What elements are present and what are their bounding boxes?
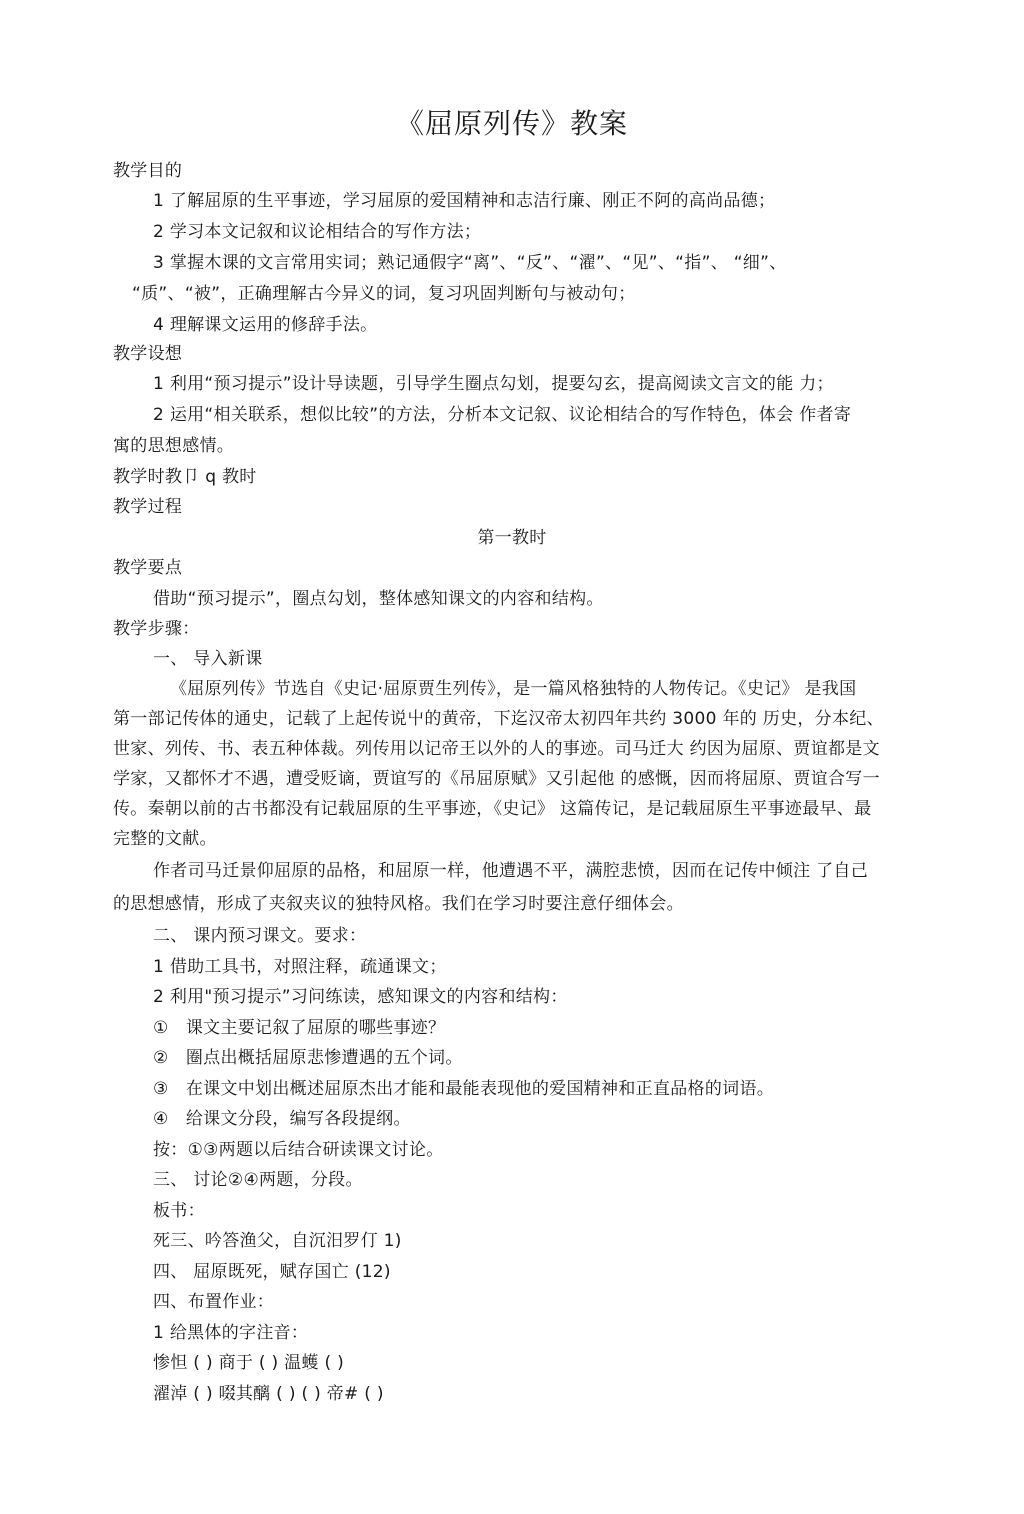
question-item: ① 课文主要记叙了屈原的哪些事迹？ [153, 1018, 446, 1038]
requirement-line: 1 借助工具书，对照注释，疏通课文； [153, 957, 447, 977]
board-line: 死三、吟答渔父，自沉汨罗仃 1) [153, 1231, 402, 1251]
goal-line: 1 了解屈原的生平事迹，学习屈原的爱国精神和志洁行廉、刚正不阿的高尚品德； [153, 191, 776, 211]
step-heading: 三、 讨论②④两题，分段。 [153, 1170, 363, 1190]
step-heading: 二、 课内预习课文。要求： [153, 926, 367, 946]
paragraph-line: 《屈原列传》节选自《史记·屈原贾生列传》，是一篇风格独特的人物传记。《史记》 是我国 [170, 679, 857, 699]
heading-teaching-steps: 教学步骤： [113, 619, 200, 639]
key-point-line: 借助“预习提示”，圈点勾划，整体感知课文的内容和结构。 [153, 589, 604, 609]
goal-line: 2 学习本文记叙和议论相结合的写作方法； [153, 222, 482, 242]
paragraph-line: 第一部记传体的通史，记载了上起传说屮的黄帝，下迄汉帝太初四年共约 3000 年的 历史，分本纪、 [113, 709, 884, 729]
heading-key-points: 教学要点 [113, 558, 183, 578]
step-heading: 四、布置作业： [153, 1292, 275, 1312]
heading-teaching-process: 教学过程 [113, 497, 183, 517]
goal-line: 3 掌握木课的文言常用实词；熟记通假字“离”、“反”、“濯”、“见”、“指”、 “细”、 [153, 253, 787, 273]
homework-line: 1 给黑体的字注音： [153, 1323, 309, 1343]
homework-line: 濯淖 ( ) 啜其醨 ( ) ( ) 帝# ( ) [153, 1384, 384, 1404]
goal-line: “质”、“被”，正确理解古今异义的词，复习巩固判断句与被动句； [132, 284, 636, 304]
question-item: ② 圈点出概括屈原悲惨遭遇的五个词。 [153, 1048, 463, 1068]
board-heading: 板书： [153, 1201, 205, 1221]
heading-teaching-goals: 教学目的 [113, 161, 183, 181]
question-item: ④ 给课文分段，编写各段提纲。 [153, 1109, 411, 1129]
heading-teaching-ideas: 教学设想 [113, 344, 183, 364]
board-line: 四、 屈原既死，赋存国亡 (12) [153, 1262, 391, 1282]
idea-line: 寓的思想感情。 [113, 436, 235, 456]
heading-teaching-hours: 教学时教卩 q 教时 [113, 467, 257, 487]
paragraph-line: 传。秦朝以前的古书都没有记载屈原的生平事迹，《史记》 这篇传记，是记载屈原生平事迹最早、最 [113, 799, 872, 819]
goal-line: 4 理解课文运用的修辞手法。 [153, 315, 378, 335]
paragraph-line: 完整的文献。 [113, 829, 217, 849]
note-line: 按：①③两题以后结合研读课文讨论。 [153, 1140, 444, 1160]
paragraph-line: 作者司马迁景仰屈原的品格，和屈原一样，他遭遇不平，满腔悲愤，因而在记传中倾注 了自己 [153, 861, 869, 881]
idea-line: 1 利用“预习提示”设计导读题，引导学生圈点勾划，提要勾玄，提高阅读文言文的能 力； [153, 374, 834, 394]
homework-line: 惨怛 ( ) 商于 ( ) 温蠖 ( ) [153, 1353, 345, 1373]
paragraph-line: 世家、列传、书、表五种体裁。列传用以记帝王以外的人的事迹。司马迁大 约因为屈原、贾谊都是文 [113, 739, 880, 759]
question-item: ③ 在课文中划出概述屈原杰出才能和最能表现他的爱国精神和正直品格的词语。 [153, 1079, 775, 1099]
paragraph-line: 学家，又都怀才不遇，遭受贬谪，贾谊写的《吊屈原赋》又引起他 的感慨，因而将屈原、贾谊合写一 [113, 769, 880, 789]
paragraph-line: 的思想感情，形成了夹叙夹议的独特风格。我们在学习时要注意仔细体会。 [113, 894, 684, 914]
section-first-lesson: 第一教时 [477, 528, 547, 548]
document-title: 《屈原列传》教案 [395, 107, 628, 140]
step-heading: 一、 导入新课 [153, 649, 263, 669]
idea-line: 2 运用“相关联系，想似比较”的方法，分析本文记叙、议论相结合的写作特色，体会 作者寄 [153, 405, 852, 425]
requirement-line: 2 利用"预习提示”习问练读，感知课文的内容和结构： [153, 987, 568, 1007]
